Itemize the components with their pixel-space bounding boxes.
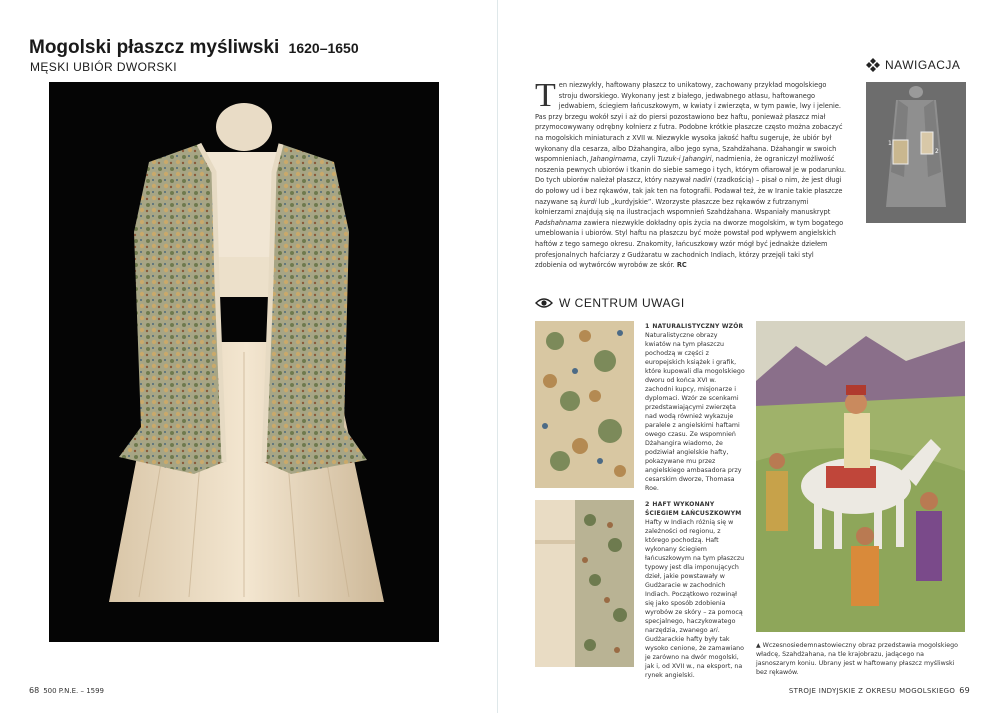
caption-text-part: Hafty w Indiach różnią się w zależności od regionu, z którego pochodzą. Haft wykonany ściegiem łańcuszkowym na tym płaszczu typowy jest dla imponujących dzieł, jakie powstawały w Gudżaracie w zachodnich Indiach. Początkowo rozwinął się jako sposób zdobienia wyrobów ze skóry – za pomocą specjalnego, haczykowatego narzędzia, zwanego: [645, 519, 745, 634]
mannequin-neck: [216, 103, 272, 151]
caption-number: 2: [645, 501, 650, 508]
body-text-part: (rzadkością) – pisał o nim, że jest długi do połowy ud i bez rękawów, tak jak ten na fotografii. Podawał też, że w Iranie takie płaszcze nazywane są: [535, 176, 843, 206]
mughal-painting: [756, 321, 965, 632]
body-text-part: zawiera niezwykle dokładny opis życia na dworze mogolskim, w tym bogatego umeblowania i ubiorów. Styl haftu na płaszczu być może powstał pod wpływem angielskich haftów z tego samego okresu. Znakomity, łańcuszkowy wzór mógł być jednakże dziełem profesjonalnych hafciarzy z Gudżaratu w zachodnich Indiach, którzy przejęli taki styl zdobienia od wytwórców wyrobów ze skór.: [535, 218, 844, 270]
body-text-italic: kurdi: [579, 197, 597, 206]
focus-label: W CENTRUM UWAGI: [559, 296, 685, 310]
page-gutter: [497, 0, 498, 713]
coat-photograph: [49, 82, 439, 642]
main-article-text: [535, 77, 847, 271]
body-text-italic: nadiri: [692, 176, 712, 185]
title-date: 1620–1650: [288, 40, 359, 56]
folio-right: [789, 686, 970, 695]
caption-text-italic: ari: [709, 627, 718, 634]
page-number-left: 68: [29, 686, 40, 695]
eye-icon: [535, 297, 553, 309]
caption-text-part: . Gudżarackie hafty były tak wysoko cenione, że zamawiano je zarówno na dwór mogolski, jak i, od XVII w., na eksport, na rynek angielski.: [645, 627, 745, 679]
painting-caption: [756, 641, 965, 677]
detail-image-embroidery-drawing: [535, 321, 634, 488]
folio-right-label: STROJE INDYJSKIE Z OKRESU MOGOLSKIEGO: [788, 687, 956, 695]
navigation-label: NAWIGACJA: [885, 58, 961, 72]
navigation-thumbnail-drawing: [866, 82, 966, 223]
mughal-painting-drawing: [756, 321, 965, 632]
page-subtitle: MĘSKI UBIÓR DWORSKI: [30, 60, 177, 74]
caption-number: 1: [645, 323, 650, 330]
folio-left-label: 500 P.N.E. – 1599: [43, 687, 105, 695]
focus-header: [535, 296, 685, 310]
coat-left-panel: [119, 144, 224, 474]
navigation-icon: [866, 58, 880, 72]
triangle-up-icon: ▲: [756, 642, 761, 649]
detail-image-chainstitch-drawing: [535, 500, 634, 667]
detail-caption-1: [645, 322, 745, 493]
coat-illustration: [49, 82, 439, 642]
caption-text: [645, 518, 745, 680]
navigation-header: [866, 58, 960, 72]
page-title: [29, 37, 359, 59]
title-text: Mogolski płaszcz myśliwski: [29, 37, 280, 58]
folio-left: [29, 686, 104, 695]
body-text-part: , nadmienia, że ograniczył możliwość noszenia pewnych ubiorów i tkanin do siebie samego i tych, którym ofiarował je w podarunku. Do tych ubiorów należał płaszcz, który nazywał: [535, 155, 846, 185]
body-text-italic: Tuzuk-i Jahangiri: [657, 155, 712, 164]
nav-marker-2: 2: [935, 148, 939, 155]
coat-right-panel: [264, 144, 367, 474]
caption-heading: NATURALISTYCZNY WZÓR: [652, 323, 744, 330]
caption-text: Naturalistyczne obrazy kwiatów na tym płaszczu pochodzą w części z europejskich książek i grafik, które kupowali dla mogolskiego dworu od końca XVI w. zachodni kupcy, misjonarze i dyplomaci. Wzór ze scenkami przedstawiającymi zwierzęta nad wodą również wykazuje paralele z angielskimi haftami owego czasu. Ze wspomnień Dżahangira wiadomo, że podziwiał angielskie hafty, pokazywane mu przez angielskiego ambasadora przy cesarskim dworze, Thomasa Roe.: [645, 332, 745, 492]
detail-image-embroidery: [535, 321, 634, 488]
navigation-thumbnail: [866, 82, 966, 223]
body-text-italic: Padshahnama: [535, 218, 582, 227]
nav-marker-1: 1: [888, 140, 892, 147]
detail-caption-2: [645, 500, 745, 680]
dropcap: T: [535, 77, 556, 114]
body-text-italic: Jahangirnama: [590, 155, 637, 164]
author-initials: RC: [676, 261, 687, 270]
body-text-part: en niezwykły, haftowany płaszcz to unikatowy, zachowany przykład mogolskiego stroju dworskiego. Wykonany jest z białego, jedwabnego atłasu, haftowanego jedwabiem, ściegiem łańcuszkowym, w kwiaty i zwierzęta, w tym pawie, lwy i jelenie. Pas przy brzegu wokół szyi i aż do piersi pozostawiono bez haftu, ponieważ płaszcz miał przymocowywany odrębny kołnierz z futra. Podobne krótkie płaszcze często można zobaczyć na mogolskich miniaturach z XVII w. Niezwykle wysoka jakość haftu sugeruje, że ubiór był wykonany dla cesarza, albo Dżahangira, albo jego syna, Szahdżahana. Dżahangir w swoich wspomnieniach,: [535, 81, 843, 164]
body-text-part: , czyli: [636, 155, 658, 164]
caption-heading: HAFT WYKONANY ŚCIEGIEM ŁAŃCUSZKOWYM: [645, 501, 742, 517]
detail-image-chainstitch: [535, 500, 634, 667]
page-number-right: 69: [959, 686, 970, 695]
body-text-part: lub „kurdyjskie”. Wzorzyste płaszcze bez rękawów z futrzanymi kołnierzami znajdują się na ilustracjach wspomnień Szahdżahana. Wspaniały manuskrypt: [535, 197, 831, 217]
painting-caption-text: Wczesnosiedemnastowieczny obraz przedstawia mogolskiego władcę, Szahdżahana, na tle krajobrazu, jadącego na jasnoszarym koniu. Ubrany jest w haftowany płaszcz myśliwski bez rękawów.: [756, 642, 958, 676]
